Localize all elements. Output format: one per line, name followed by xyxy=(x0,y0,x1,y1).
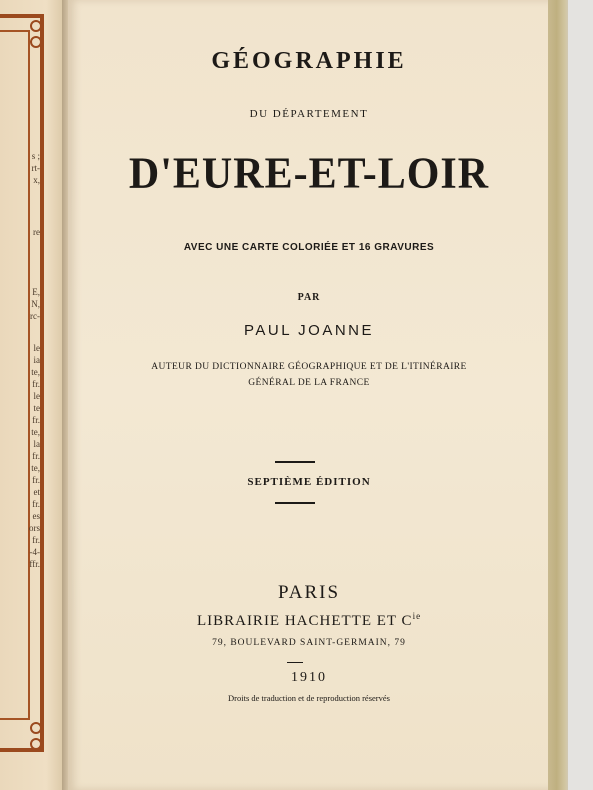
subtitle: AVEC UNE CARTE COLORIÉE ET 16 GRAVURES xyxy=(183,242,435,253)
background xyxy=(568,0,593,790)
left-page-fragment: la xyxy=(33,439,40,449)
left-page-fragment: fr. xyxy=(32,475,40,485)
border-ornament xyxy=(30,738,42,750)
left-page-fragment: te, xyxy=(31,463,40,473)
subheading: DU DÉPARTEMENT xyxy=(249,108,369,120)
by-label: PAR xyxy=(297,292,321,303)
left-page-fragment: s ; xyxy=(31,151,40,161)
left-page-fragment: rc- xyxy=(30,311,40,321)
left-page-fragment: fr. xyxy=(32,415,40,425)
border-ornament xyxy=(30,722,42,734)
publisher xyxy=(68,611,550,630)
left-page-fragment: re xyxy=(33,227,40,237)
left-page-fragment: -4- xyxy=(29,547,40,557)
left-page-fragment: te xyxy=(33,403,40,413)
edition: SEPTIÈME ÉDITION xyxy=(247,476,371,488)
rights-notice: Droits de traduction et de reproduction réservés xyxy=(228,693,390,703)
main-title: D'EURE-ET-LOIR xyxy=(128,149,490,199)
page-edge xyxy=(548,0,570,790)
left-page-fragment: N, xyxy=(31,299,40,309)
left-page-fragment: E, xyxy=(32,287,40,297)
publication-year: 1910 xyxy=(291,670,327,685)
left-page-text-fragments xyxy=(0,150,40,570)
left-page-fragment: es xyxy=(32,511,40,521)
divider-top xyxy=(275,461,315,463)
border-ornament xyxy=(30,36,42,48)
heading: GÉOGRAPHIE xyxy=(211,48,407,74)
left-page-fragment: fr. xyxy=(32,499,40,509)
left-page-fragment: le xyxy=(33,343,40,353)
left-page-fragment: le xyxy=(33,391,40,401)
publisher-superscript: ie xyxy=(412,611,422,621)
left-page-fragment: ia xyxy=(33,355,40,365)
divider-bottom xyxy=(275,502,315,504)
left-page-fragment: te, xyxy=(31,367,40,377)
author-description-line2: GÉNÉRAL DE LA FRANCE xyxy=(248,378,370,388)
author-description-line1: AUTEUR DU DICTIONNAIRE GÉOGRAPHIQUE ET DE L'ITINÉRAIRE xyxy=(151,362,467,372)
publisher-name: LIBRAIRIE HACHETTE ET C xyxy=(196,613,413,629)
left-page-fragment: fr. xyxy=(32,535,40,545)
border-ornament xyxy=(30,20,42,32)
author-name: PAUL JOANNE xyxy=(243,322,375,339)
left-page-fragment: ors xyxy=(29,523,40,533)
left-page-fragment: x, xyxy=(33,175,40,185)
left-page-fragment: fr. xyxy=(32,451,40,461)
left-facing-page xyxy=(0,0,66,790)
year-divider xyxy=(287,662,303,663)
publisher-address: 79, BOULEVARD SAINT-GERMAIN, 79 xyxy=(212,638,406,648)
left-page-fragment: rt- xyxy=(31,163,40,173)
left-page-fragment: te, xyxy=(31,427,40,437)
left-page-fragment: ffr. xyxy=(29,559,40,569)
city: PARIS xyxy=(277,582,341,603)
left-page-fragment: et xyxy=(33,487,40,497)
left-page-fragment: fr. xyxy=(32,379,40,389)
